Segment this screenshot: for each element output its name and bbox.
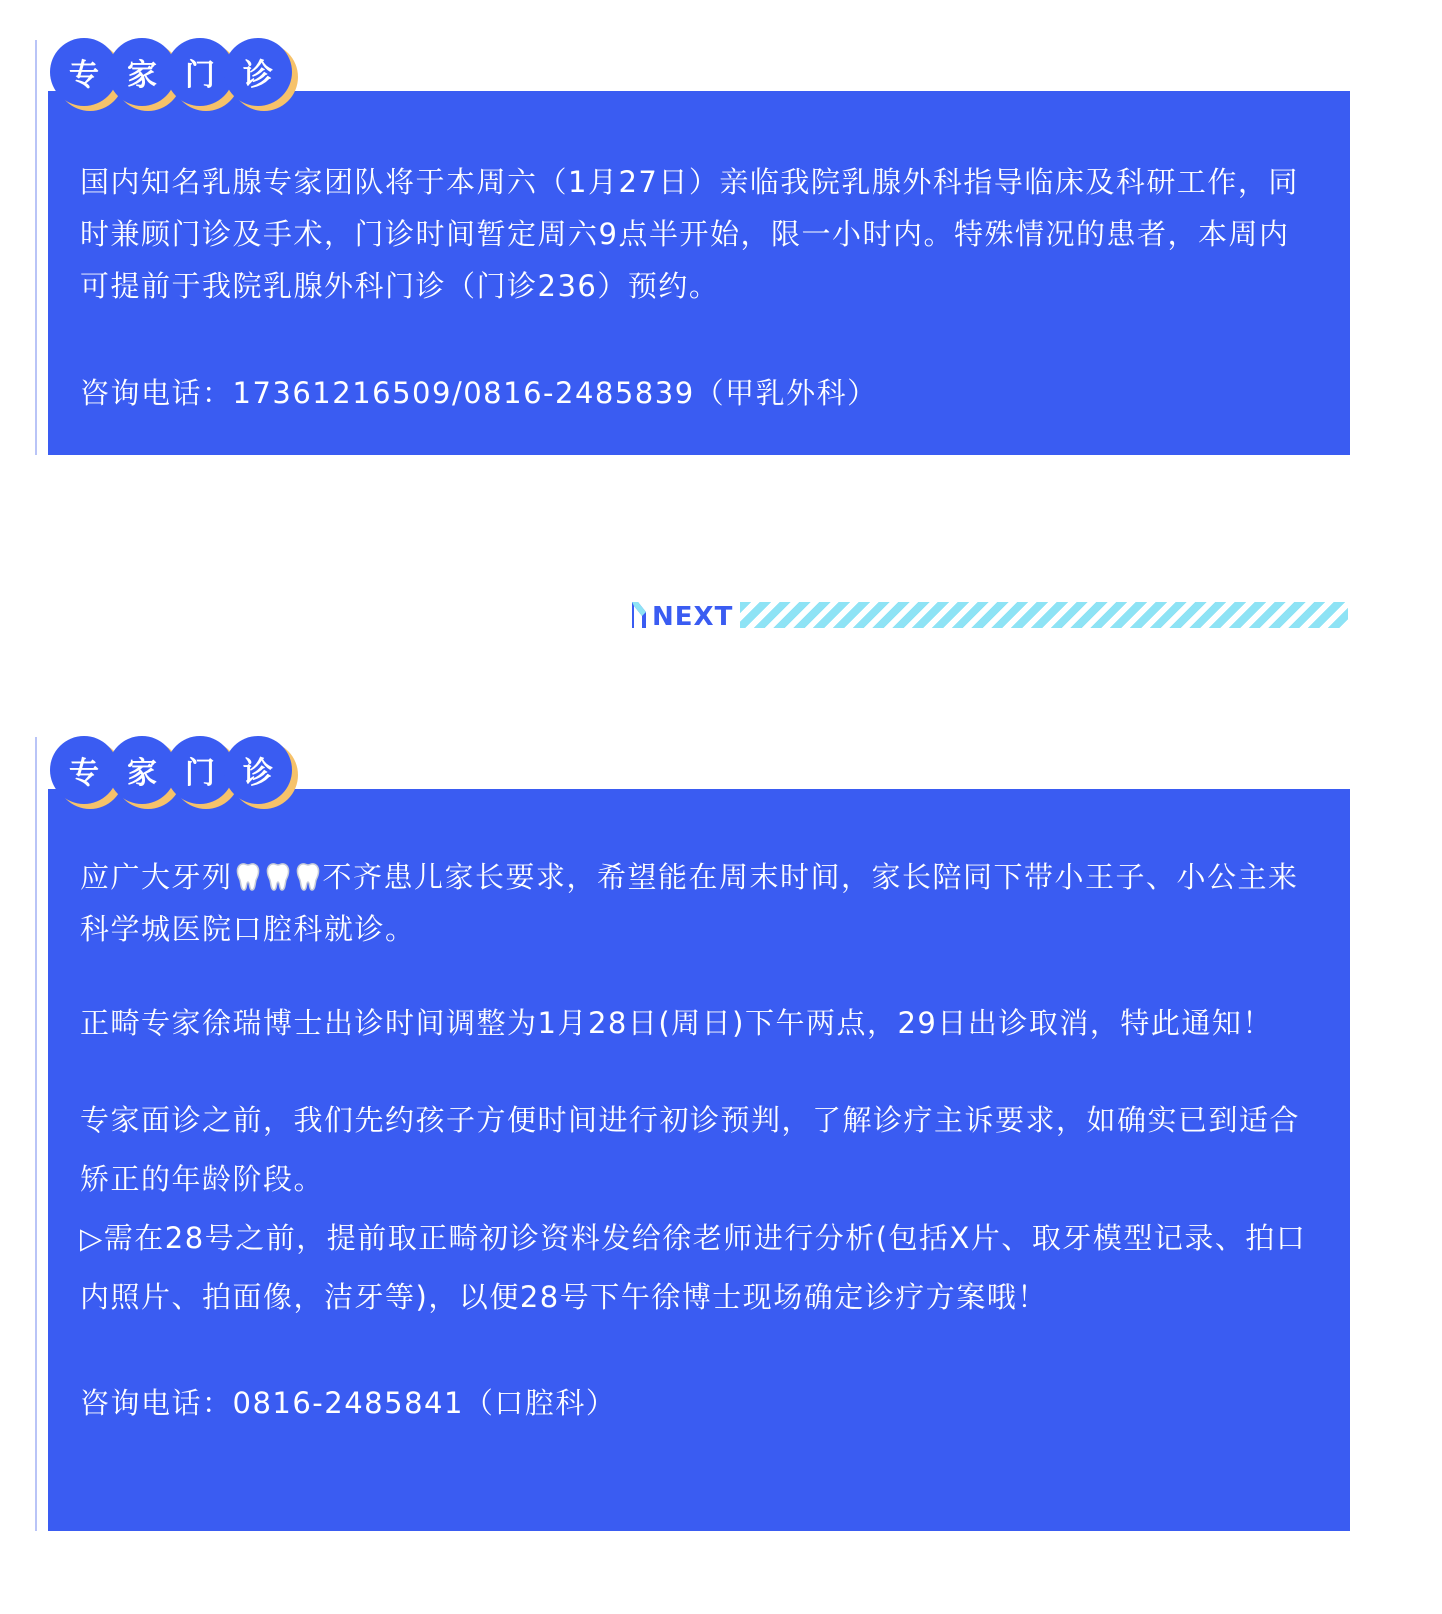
section2-phone: 咨询电话：0816-2485841（口腔科） [80, 1386, 617, 1420]
badge-char: 家 [108, 38, 176, 106]
tooth-icon [235, 862, 261, 892]
section2-side-line [35, 737, 37, 1531]
next-divider [632, 600, 1348, 630]
badge-char: 专 [50, 38, 118, 106]
next-corner-icon [632, 602, 646, 628]
badge-char: 家 [108, 736, 176, 804]
badge-char: 专 [50, 736, 118, 804]
section2-pre-visit: 专家面诊之前，我们先约孩子方便时间进行初诊预判，了解诊疗主诉要求，如确实已到适合矫正的年龄阶段。 [80, 1103, 1301, 1196]
section2-intro-before: 应广大牙列 [80, 860, 233, 894]
section2-requirement: ▷需在28号之前，提前取正畸初诊资料发给徐老师进行分析(包括X片、取牙模型记录、拍口内照片、拍面像，洁牙等)，以便28号下午徐博士现场确定诊疗方案哦！ [80, 1221, 1307, 1314]
section1-card [48, 91, 1350, 455]
next-label: NEXT [652, 602, 734, 632]
section2-badge-group [50, 736, 320, 808]
section2-intro [80, 851, 1316, 955]
next-stripes [740, 602, 1348, 628]
tooth-icon [295, 862, 321, 892]
section2-card [48, 789, 1350, 1531]
badge-char: 门 [166, 38, 234, 106]
section2-notice: 正畸专家徐瑞博士出诊时间调整为1月28日(周日)下午两点，29日出诊取消，特此通知！ [80, 1006, 1273, 1040]
section1-badge-group [50, 38, 320, 110]
section1-side-line [35, 40, 37, 455]
badge-char: 门 [166, 736, 234, 804]
badge-char: 诊 [224, 38, 292, 106]
badge-char: 诊 [224, 736, 292, 804]
section1-phone: 咨询电话：17361216509/0816-2485839（甲乳外科） [80, 376, 878, 410]
tooth-icon [265, 862, 291, 892]
section2-intro-after: 不齐患儿家长要求，希望能在周末时间，家长陪同下带小王子、小公主来科学城医院口腔科就诊。 [80, 860, 1299, 946]
section1-paragraph: 国内知名乳腺专家团队将于本周六（1月27日）亲临我院乳腺外科指导临床及科研工作，同时兼顾门诊及手术，门诊时间暂定周六9点半开始，限一小时内。特殊情况的患者，本周内可提前于我院乳腺外科门诊（门诊236）预约。 [80, 165, 1299, 303]
